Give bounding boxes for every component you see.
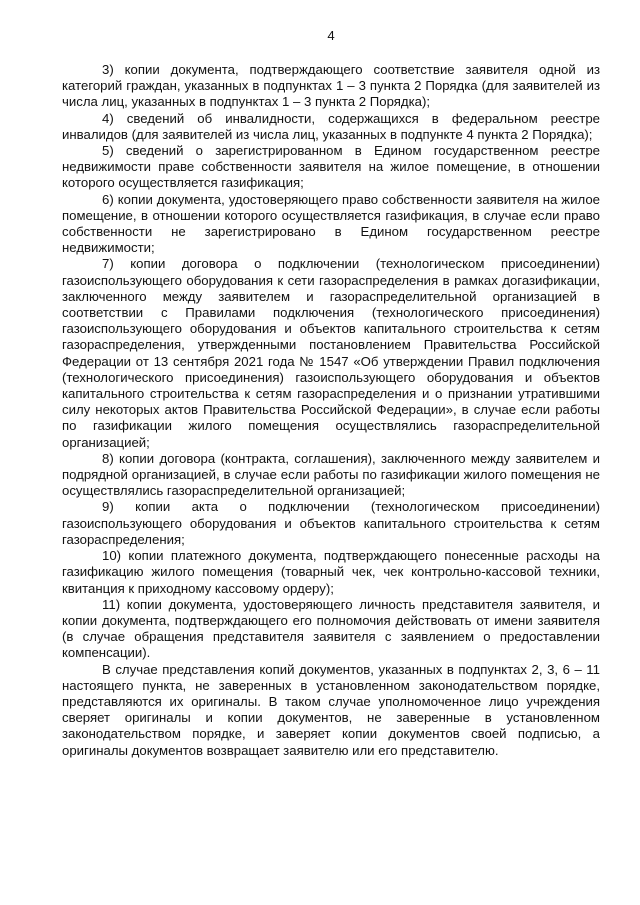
- paragraph-item-11: 11) копии документа, удостоверяющего личность представителя заявителя, и копии документа, подтверждающего его полномочия действовать от имени заявителя (в случае обращения представителя заявителя с заявлением о предоставлении компенсации).: [62, 596, 600, 661]
- paragraph-item-6: 6) копии документа, удостоверяющего право собственности заявителя на жилое помещение, в отношении которого осуществляется газификация, в случае если право собственности не зарегистрировано в Едином государственном реестре недвижимости;: [62, 191, 600, 256]
- paragraph-item-5: 5) сведений о зарегистрированном в Едином государственном реестре недвижимости праве собственности заявителя на жилое помещение, в отношении которого осуществляется газификация;: [62, 143, 600, 191]
- paragraph-item-4: 4) сведений об инвалидности, содержащихся в федеральном реестре инвалидов (для заявителей из числа лиц, указанных в подпункте 4 пункта 2 Порядка);: [62, 110, 600, 142]
- paragraph-item-8: 8) копии договора (контракта, соглашения), заключенного между заявителем и подрядной организацией, в случае если работы по газификации жилого помещения не осуществлялись газораспределительной организацией;: [62, 450, 600, 499]
- paragraph-originals-note: В случае представления копий документов, указанных в подпунктах 2, 3, 6 – 11 настоящего пункта, не заверенных в установленном законодательством порядке, представляются их оригиналы. В таком случае уполномоченное лицо учреждения сверяет оригиналы и копии документов, не заверенные в установленном законодательством порядке, и заверяет копии документов своей подписью, а оригиналы документов возвращает заявителю или его представителю.: [62, 661, 600, 758]
- paragraph-item-10: 10) копии платежного документа, подтверждающего понесенные расходы на газификацию жилого помещения (товарный чек, чек контрольно-кассовой техники, квитанция к приходному кассовому ордеру);: [62, 548, 600, 596]
- paragraph-item-7: 7) копии договора о подключении (технологическом присоединении) газоиспользующего оборудования к сети газораспределения в рамках догазификации, заключенного между заявителем и газораспределительной организацией в соответствии с Правилами подключения (технологического присоединения) газоиспользующего оборудования и объектов капитального строительства к сетям газораспределения, утвержденными постановлением Правительства Российской Федерации от 13 сентября 2021 года № 1547 «Об утверждении Правил подключения (технологического присоединения) газоиспользующего оборудования и объектов капитального строительства к сетям газораспределения и о признании утратившими силу некоторых актов Правительства Российской Федерации», в случае если работы по газификации жилого помещения осуществлялись газораспределительной организацией;: [62, 256, 600, 450]
- paragraph-item-3: 3) копии документа, подтверждающего соответствие заявителя одной из категорий граждан, указанных в подпунктах 1 – 3 пункта 2 Порядка (для заявителей из числа лиц, указанных в подпунктах 1 – 3 пункта 2 Порядка);: [62, 62, 600, 110]
- paragraph-item-9: 9) копии акта о подключении (технологическом присоединении) газоиспользующего оборудования и объектов капитального строительства к сетям газораспределения;: [62, 499, 600, 547]
- page-number: 4: [327, 28, 335, 43]
- document-page: [62, 28, 600, 759]
